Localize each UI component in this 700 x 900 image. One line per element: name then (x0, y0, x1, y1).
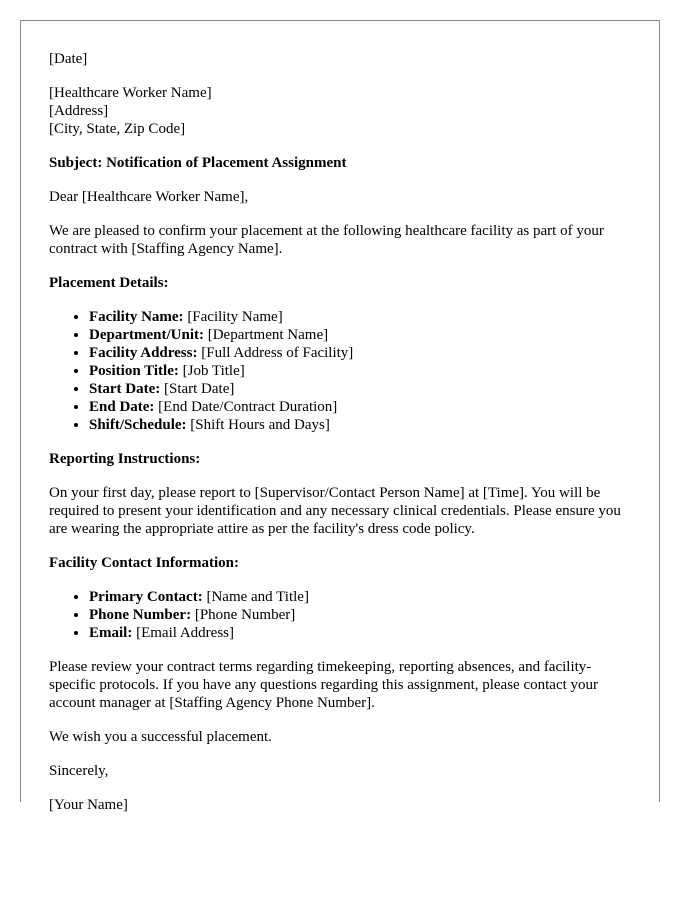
letter-date: [Date] (49, 51, 88, 67)
recipient-name: [Healthcare Worker Name] (49, 85, 212, 101)
reporting-instructions-heading: Reporting Instructions: (49, 451, 201, 467)
list-item-shift-schedule: • Shift/Schedule: [Shift Hours and Days] (89, 416, 631, 434)
list-item-facility-address: • Facility Address: [Full Address of Facility] (89, 344, 631, 362)
salutation: Dear [Healthcare Worker Name], (49, 189, 249, 205)
list-item-primary-contact: • Primary Contact: [Name and Title] (89, 588, 631, 606)
placement-details-list (49, 308, 631, 434)
recipient-city-state-zip: [City, State, Zip Code] (49, 121, 186, 137)
letter-page (20, 20, 660, 813)
signature-name: [Your Name] (49, 797, 128, 813)
placement-details-heading: Placement Details: (49, 275, 169, 291)
recipient-address: [Address] (49, 103, 109, 119)
reporting-instructions-paragraph: On your first day, please report to [Supervisor/Contact Person Name] at [Time]. You will be required to present your identification and any necessary clinical credentials. Please ensure you are wearing the appropriate attire as per the facility's dress code policy. (49, 485, 621, 537)
intro-paragraph: We are pleased to confirm your placement at the following healthcare facility as part of your contract with [Staffing Agency Name]. (49, 223, 604, 257)
recipient-block (49, 84, 631, 138)
facility-contact-heading: Facility Contact Information: (49, 555, 239, 571)
review-paragraph: Please review your contract terms regarding timekeeping, reporting absences, and facility-specific protocols. If you have any questions regarding this assignment, please contact your account manager at [Staffing Agency Phone Number]. (49, 659, 599, 711)
letter-subject: Subject: Notification of Placement Assignment (49, 155, 347, 171)
sign-off: Sincerely, (49, 763, 109, 779)
list-item-department: • Department/Unit: [Department Name] (89, 326, 631, 344)
list-item-position-title: • Position Title: [Job Title] (89, 362, 631, 380)
list-item-email: • Email: [Email Address] (89, 624, 631, 642)
letter-body (21, 21, 659, 814)
facility-contact-list (49, 588, 631, 642)
closing-wish: We wish you a successful placement. (49, 729, 272, 745)
list-item-start-date: • Start Date: [Start Date] (89, 380, 631, 398)
list-item-phone-number: • Phone Number: [Phone Number] (89, 606, 631, 624)
list-item-facility-name: • Facility Name: [Facility Name] (89, 308, 631, 326)
list-item-end-date: • End Date: [End Date/Contract Duration] (89, 398, 631, 416)
